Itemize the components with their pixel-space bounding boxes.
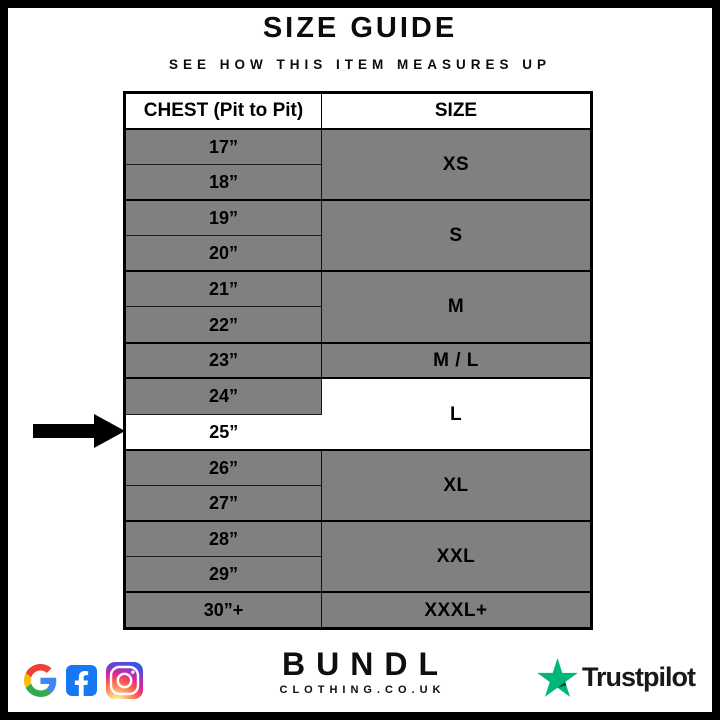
brand-name: BUNDL (282, 646, 449, 682)
table-row (125, 450, 592, 486)
size-cell: M / L (322, 343, 592, 379)
table-row (125, 271, 592, 307)
chest-measurement-cell: 21” (125, 271, 322, 307)
table-row (125, 521, 592, 557)
chest-measurement-cell: 25” (125, 414, 322, 450)
trustpilot-label: Trustpilot (582, 662, 695, 692)
table-row (125, 343, 592, 379)
chest-measurement-cell: 27” (125, 485, 322, 521)
size-cell: S (322, 200, 592, 271)
size-table-body (125, 129, 592, 629)
chest-measurement-cell: 20” (125, 236, 322, 272)
table-row (125, 592, 592, 628)
size-cell: XXXL+ (322, 592, 592, 628)
chest-measurement-cell: 22” (125, 307, 322, 343)
size-cell: L (322, 378, 592, 449)
size-cell: XL (322, 450, 592, 521)
chest-measurement-cell: 18” (125, 164, 322, 200)
size-guide-table (123, 91, 593, 630)
page-title: SIZE GUIDE (262, 12, 458, 44)
size-cell: XS (322, 129, 592, 200)
chest-measurement-cell: 19” (125, 200, 322, 236)
chest-measurement-cell: 23” (125, 343, 322, 379)
table-row (125, 378, 592, 414)
highlight-arrow-icon (33, 414, 125, 448)
size-column-header: SIZE (322, 93, 592, 129)
page-subtitle: SEE HOW THIS ITEM MEASURES UP (168, 57, 552, 72)
table-row (125, 129, 592, 165)
chest-measurement-cell: 26” (125, 450, 322, 486)
chest-measurement-cell: 30”+ (125, 592, 322, 628)
brand-domain: CLOTHING.CO.UK (279, 684, 446, 696)
trustpilot-badge[interactable] (537, 658, 695, 697)
trustpilot-star-icon (537, 658, 578, 697)
chest-measurement-cell: 28” (125, 521, 322, 557)
chest-measurement-cell: 17” (125, 129, 322, 165)
table-header-row (125, 93, 592, 129)
size-cell: M (322, 271, 592, 342)
size-cell: XXL (322, 521, 592, 592)
table-row (125, 200, 592, 236)
chest-measurement-cell: 24” (125, 378, 322, 414)
chest-measurement-cell: 29” (125, 557, 322, 593)
chest-column-header: CHEST (Pit to Pit) (125, 93, 322, 129)
